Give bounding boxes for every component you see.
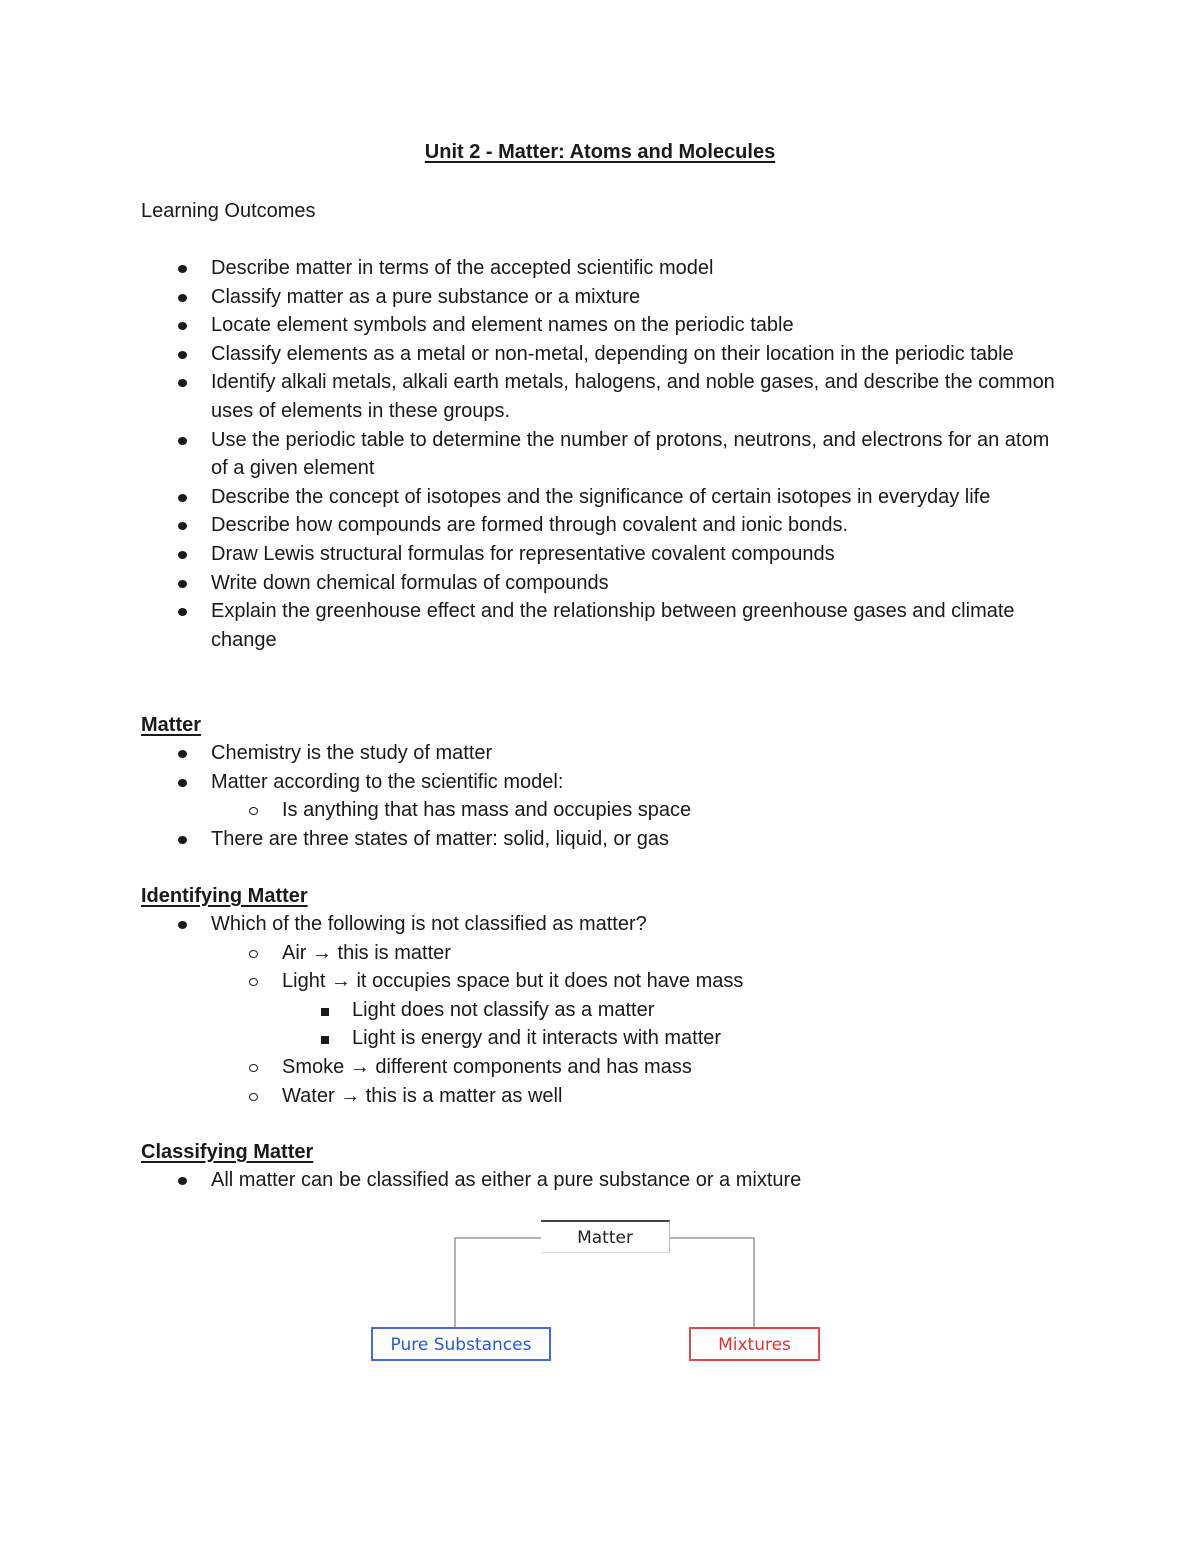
bullet-icon	[178, 294, 187, 302]
bullet-icon	[178, 265, 187, 273]
section-heading-identifying-matter: Identifying Matter	[141, 885, 308, 907]
list-item: Smoke → different components and has mass	[141, 1053, 1071, 1082]
learning-outcomes-section	[141, 197, 1071, 654]
diagram-node-mixtures: Mixtures	[689, 1327, 820, 1361]
bullet-icon	[178, 379, 187, 387]
bullet-icon	[178, 750, 187, 758]
bullet-icon	[178, 437, 187, 445]
hollow-bullet-icon	[249, 1064, 258, 1072]
list-item: Classify elements as a metal or non-metal, depending on their location in the periodic table	[141, 340, 1071, 369]
list-item: Draw Lewis structural formulas for representative covalent compounds	[141, 540, 1071, 569]
learning-outcomes-label: Learning Outcomes	[141, 200, 316, 222]
bullet-icon	[178, 494, 187, 502]
bullet-icon	[178, 322, 187, 330]
bullet-icon	[178, 836, 187, 844]
learning-outcomes-list	[141, 254, 1071, 654]
bullet-icon	[178, 522, 187, 530]
list-item: There are three states of matter: solid, liquid, or gas	[141, 825, 1071, 854]
bullet-icon	[178, 921, 187, 929]
bullet-icon	[178, 779, 187, 787]
list-item: Water → this is a matter as well	[141, 1082, 1071, 1111]
list-item: Light is energy and it interacts with matter	[141, 1024, 1071, 1053]
diagram-node-matter: Matter	[541, 1220, 670, 1253]
list-item: Write down chemical formulas of compounds	[141, 569, 1071, 598]
section-heading-classifying-matter: Classifying Matter	[141, 1141, 314, 1163]
classifying-matter-section	[141, 1138, 1071, 1195]
bullet-icon	[178, 1177, 187, 1185]
bullet-icon	[178, 608, 187, 616]
list-item: Explain the greenhouse effect and the relationship between greenhouse gases and climate change	[141, 597, 1071, 654]
identifying-list	[141, 910, 1071, 1110]
list-item: Locate element symbols and element names on the periodic table	[141, 311, 1071, 340]
list-item: Matter according to the scientific model:	[141, 768, 1071, 797]
connector-right	[670, 1238, 754, 1327]
list-item: Describe how compounds are formed through covalent and ionic bonds.	[141, 511, 1071, 540]
matter-section	[141, 711, 1071, 853]
bullet-icon	[178, 580, 187, 588]
hollow-bullet-icon	[249, 807, 258, 815]
classifying-list	[141, 1166, 1071, 1195]
list-item: Is anything that has mass and occupies space	[141, 796, 1071, 825]
list-item: Identify alkali metals, alkali earth metals, halogens, and noble gases, and describe the common uses of elements in these groups.	[141, 368, 1071, 425]
list-item: Air → this is matter	[141, 939, 1071, 968]
hollow-bullet-icon	[249, 1093, 258, 1101]
diagram-node-pure-substances: Pure Substances	[371, 1327, 551, 1361]
list-item: Classify matter as a pure substance or a mixture	[141, 283, 1071, 312]
matter-list	[141, 739, 1071, 853]
bullet-icon	[178, 551, 187, 559]
list-item: Light → it occupies space but it does not have mass	[141, 967, 1071, 996]
hollow-bullet-icon	[249, 978, 258, 986]
list-item: Use the periodic table to determine the number of protons, neutrons, and electrons for an atom of a given element	[141, 426, 1071, 483]
list-item: Light does not classify as a matter	[141, 996, 1071, 1025]
hollow-bullet-icon	[249, 950, 258, 958]
list-item: Chemistry is the study of matter	[141, 739, 1071, 768]
list-item: Which of the following is not classified as matter?	[141, 910, 1071, 939]
list-item: Describe matter in terms of the accepted scientific model	[141, 254, 1071, 283]
square-bullet-icon	[321, 1008, 329, 1016]
identifying-matter-section	[141, 882, 1071, 1110]
page-title: Unit 2 - Matter: Atoms and Molecules	[424, 141, 776, 163]
list-item: All matter can be classified as either a pure substance or a mixture	[141, 1166, 1071, 1195]
list-item: Describe the concept of isotopes and the significance of certain isotopes in everyday life	[141, 483, 1071, 512]
section-heading-matter: Matter	[141, 714, 202, 736]
square-bullet-icon	[321, 1036, 329, 1044]
bullet-icon	[178, 351, 187, 359]
connector-left	[455, 1238, 541, 1327]
